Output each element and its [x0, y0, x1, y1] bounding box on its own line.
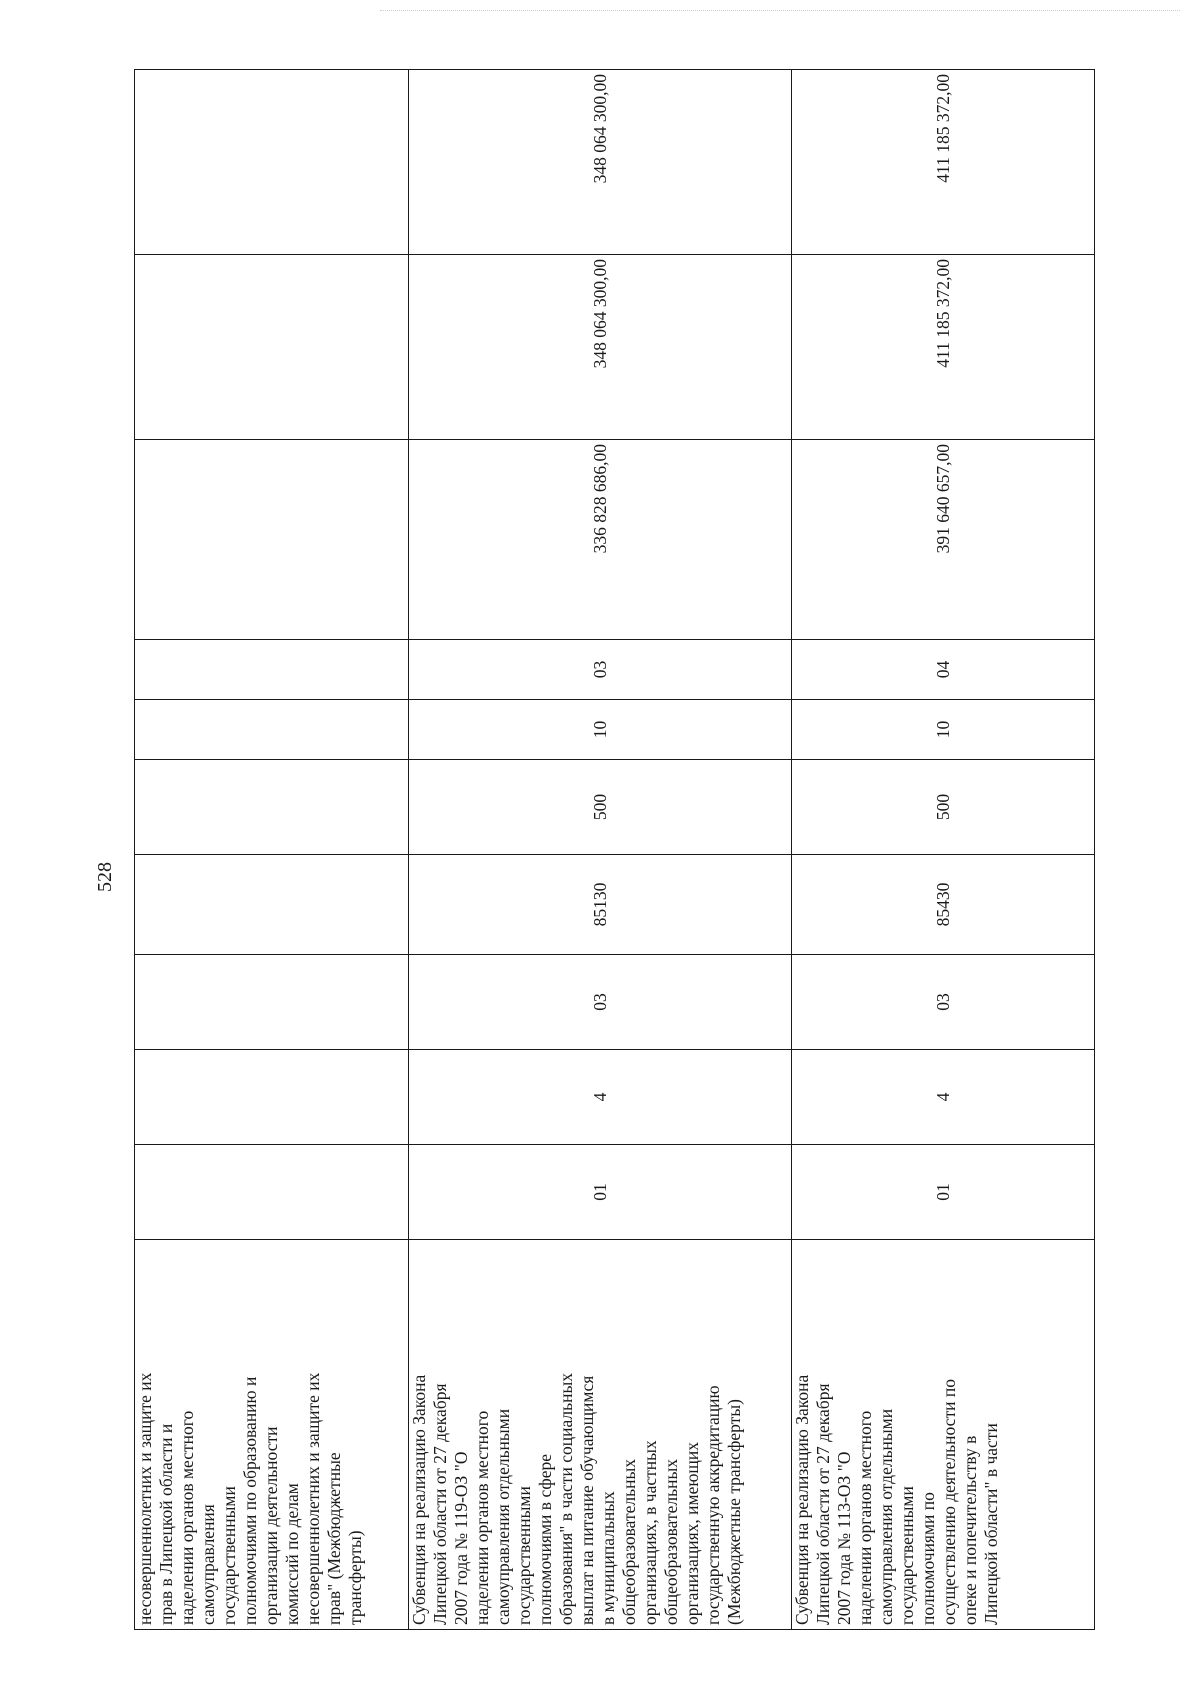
budget-table-container — [134, 70, 1094, 1630]
program-code-cell — [135, 1145, 409, 1240]
main-event-code-cell — [135, 955, 409, 1050]
subsection-code-cell: 04 — [792, 640, 1095, 700]
main-event-code-cell: 03 — [409, 955, 792, 1050]
amount-year-3-cell: 348 064 300,00 — [409, 70, 792, 255]
subsection-code-cell: 03 — [409, 640, 792, 700]
subsection-code-cell — [135, 640, 409, 700]
section-code-cell — [135, 700, 409, 760]
amount-year-1-cell: 336 828 686,00 — [409, 440, 792, 640]
amount-year-2-cell: 348 064 300,00 — [409, 255, 792, 440]
amount-year-1-cell: 391 640 657,00 — [792, 440, 1095, 640]
expense-type-cell — [135, 760, 409, 855]
table-row — [409, 70, 792, 1630]
scan-edge-line — [380, 10, 1180, 11]
amount-year-2-cell: 411 185 372,00 — [792, 255, 1095, 440]
program-code-cell: 01 — [792, 1145, 1095, 1240]
expense-type-cell: 500 — [409, 760, 792, 855]
direction-code-cell: 85430 — [792, 855, 1095, 955]
amount-year-3-cell — [135, 70, 409, 255]
direction-code-cell: 85130 — [409, 855, 792, 955]
table-row — [135, 70, 409, 1630]
amount-year-1-cell — [135, 440, 409, 640]
subprogram-code-cell: 4 — [792, 1050, 1095, 1145]
section-code-cell: 10 — [792, 700, 1095, 760]
subprogram-code-cell: 4 — [409, 1050, 792, 1145]
row-description: несовершеннолетних и защите их прав в Липецкой области и наделении органов местного самоуправления государственными полномочиями по образованию и организации деятельности комиссий по делам несовершеннолетних и защите их прав" (Межбюджетные трансферты) — [135, 1240, 409, 1630]
budget-table — [134, 69, 1095, 1630]
table-row — [792, 70, 1095, 1630]
subprogram-code-cell — [135, 1050, 409, 1145]
section-code-cell: 10 — [409, 700, 792, 760]
program-code-cell: 01 — [409, 1145, 792, 1240]
page-number: 528 — [94, 862, 116, 892]
main-event-code-cell: 03 — [792, 955, 1095, 1050]
amount-year-3-cell: 411 185 372,00 — [792, 70, 1095, 255]
row-description: Субвенция на реализацию Закона Липецкой области от 27 декабря 2007 года № 113-ОЗ "О наделении органов местного самоуправления отдельными государственными полномочиями по осуществлению деятельности по опеке и попечительству в Липецкой области" в части — [792, 1240, 1095, 1630]
amount-year-2-cell — [135, 255, 409, 440]
row-description: Субвенция на реализацию Закона Липецкой области от 27 декабря 2007 года № 119-ОЗ "О наделении органов местного самоуправления отдельными государственными полномочиями в сфере образования" в части социальных выплат на питание обучающимся в муниципальных общеобразовательных организациях, в частных общеобразовательных организациях, имеющих государственную аккредитацию (Межбюджетные трансферты) — [409, 1240, 792, 1630]
expense-type-cell: 500 — [792, 760, 1095, 855]
direction-code-cell — [135, 855, 409, 955]
